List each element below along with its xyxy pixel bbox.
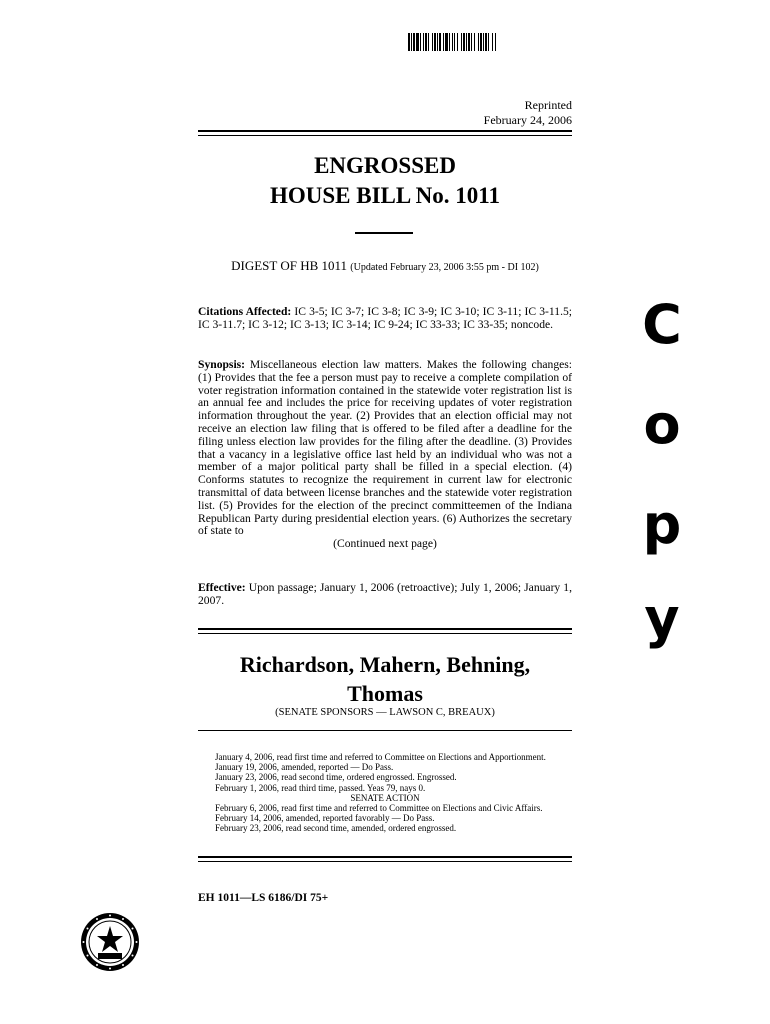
rule-history bbox=[198, 730, 572, 731]
history-line: January 23, 2006, read second time, ordered engrossed. Engrossed. bbox=[215, 772, 457, 783]
house-sponsors bbox=[198, 650, 572, 708]
citations-paragraph bbox=[198, 306, 572, 332]
rule-mid-thin bbox=[198, 633, 572, 634]
rule-top-thin bbox=[198, 135, 572, 136]
copy-watermark-letter: C bbox=[642, 293, 682, 356]
senate-history-line: February 14, 2006, amended, reported favorably — Do Pass. bbox=[215, 813, 435, 824]
reprint-date: February 24, 2006 bbox=[483, 113, 572, 127]
senate-history-line: February 23, 2006, read second time, amended, ordered engrossed. bbox=[215, 823, 457, 834]
synopsis-text: Miscellaneous election law matters. Makes the following changes: (1) Provides that the fee a person must pay to receive a complete compilation of voter registration information contained in the statewide voter registration list is an annual fee and includes the price for receiving updates of voter registration information throughout the year. (2) Provides that an election official may not receive an election law filing that is offered to be filed after a deadline for the filing unless election law provides for the filing after the deadline. (3) Provides that a vacancy in a legislative office last held by an individual who was not a member of a major political party shall be filled in a special election. (4) Conforms statutes to recognize the requirement in current law for electronic transmittal of data between license branches and the statewide voter registration list. (5) Provides for the election of the precinct committeemen of the Indiana Republican Party during presidential election years. (6) Authorizes the secretary of state to bbox=[198, 358, 572, 538]
rule-bottom-thin bbox=[198, 861, 572, 862]
synopsis-paragraph bbox=[198, 359, 572, 551]
sponsors-line2: Thomas bbox=[347, 681, 423, 706]
senate-history-line: February 6, 2006, read first time and referred to Committee on Elections and Civic Affairs. bbox=[215, 803, 543, 814]
copy-watermark-letter: p bbox=[642, 493, 682, 556]
effective-paragraph bbox=[198, 582, 572, 608]
sponsors-line1: Richardson, Mahern, Behning, bbox=[239, 652, 531, 677]
citations-text: IC 3-5; IC 3-7; IC 3-8; IC 3-9; IC 3-10; IC 3-11; IC 3-11.5; IC 3-11.7; IC 3-12; IC 3-13; IC 3-14; IC 9-24; IC 33-33; IC 33-35; noncode. bbox=[198, 305, 572, 331]
copy-watermark-letter: y bbox=[644, 587, 680, 650]
rule-mid bbox=[198, 628, 572, 630]
effective-label: Effective: bbox=[198, 581, 246, 594]
synopsis-label: Synopsis: bbox=[198, 358, 246, 371]
state-seal-icon bbox=[80, 912, 140, 972]
history-line: January 19, 2006, amended, reported — Do Pass. bbox=[215, 762, 394, 773]
legislative-history bbox=[198, 752, 572, 834]
digest-label: DIGEST OF HB 1011 bbox=[231, 258, 348, 273]
title-divider bbox=[355, 232, 413, 234]
continued-note: (Continued next page) bbox=[333, 537, 437, 551]
digest-heading bbox=[198, 258, 572, 274]
copy-watermark-letter: o bbox=[643, 393, 681, 456]
reprint-notice bbox=[484, 98, 572, 128]
history-first: January 4, 2006, read first time and referred to Committee on Elections and Apportionment. bbox=[215, 752, 546, 762]
bill-title-line1: ENGROSSED bbox=[314, 153, 456, 178]
bill-footer-id: EH 1011—LS 6186/DI 75+ bbox=[198, 892, 329, 904]
barcode bbox=[408, 33, 588, 51]
history-line: February 1, 2006, read third time, passed. Yeas 79, nays 0. bbox=[215, 782, 426, 793]
senate-action-heading: SENATE ACTION bbox=[350, 792, 420, 803]
reprinted-label: Reprinted bbox=[524, 98, 572, 112]
rule-top bbox=[198, 130, 572, 132]
digest-updated: (Updated February 23, 2006 3:55 pm - DI 102) bbox=[350, 262, 539, 273]
citations-label: Citations Affected: bbox=[198, 305, 292, 318]
bill-title-line2: HOUSE BILL No. 1011 bbox=[269, 183, 501, 208]
senate-sponsors: (SENATE SPONSORS — LAWSON C, BREAUX) bbox=[275, 707, 495, 718]
effective-text: Upon passage; January 1, 2006 (retroactive); July 1, 2006; January 1, 2007. bbox=[198, 581, 572, 607]
rule-bottom bbox=[198, 856, 572, 858]
